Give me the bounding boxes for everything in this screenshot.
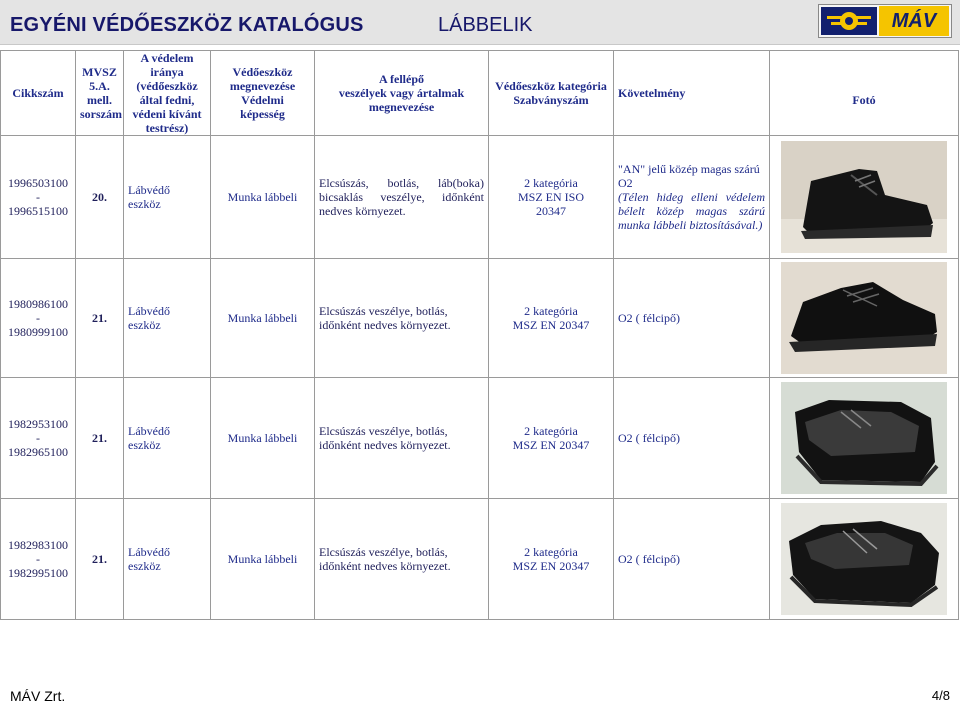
col-megnevezes: Védőeszköz megnevezése Védelmi képesség	[211, 51, 315, 136]
requirement-cell: O2 ( félcipő)	[614, 499, 770, 620]
table-row	[1, 378, 959, 499]
cikkszam-cell: 1980986100 - 1980999100	[1, 259, 76, 378]
logo-text: MÁV	[879, 6, 949, 36]
col-foto: Fotó	[770, 51, 959, 136]
table-row	[1, 259, 959, 378]
name-cell: Munka lábbeli	[211, 136, 315, 259]
category-cell: 2 kategória MSZ EN 20347	[489, 378, 614, 499]
direction-cell: Lábvédő eszköz	[124, 499, 211, 620]
page-header	[0, 0, 960, 45]
category-cell: 2 kategória MSZ EN 20347	[489, 259, 614, 378]
table-row	[1, 499, 959, 620]
requirement-cell: "AN" jelű közép magas szárú O2 (Télen hideg elleni védelem bélelt közép magas szárú munka lábbeli biztosításával.)	[614, 136, 770, 259]
hazard-cell: Elcsúszás, botlás, láb(boka) bicsaklás veszélye, időnként nedves környezet.	[315, 136, 489, 259]
table-row	[1, 136, 959, 259]
sorszam-cell: 21.	[76, 499, 124, 620]
direction-cell: Lábvédő eszköz	[124, 136, 211, 259]
name-cell: Munka lábbeli	[211, 259, 315, 378]
name-cell: Munka lábbeli	[211, 378, 315, 499]
sorszam-cell: 21.	[76, 259, 124, 378]
section-title: LÁBBELIK	[438, 14, 533, 36]
hazard-cell: Elcsúszás veszélye, botlás, időnként nedves környezet.	[315, 378, 489, 499]
requirement-cell: O2 ( félcipő)	[614, 378, 770, 499]
shoe-photo	[781, 262, 947, 374]
hazard-cell: Elcsúszás veszélye, botlás, időnként nedves környezet.	[315, 499, 489, 620]
category-cell: 2 kategória MSZ EN ISO 20347	[489, 136, 614, 259]
catalog-title: EGYÉNI VÉDŐESZKÖZ KATALÓGUS	[10, 14, 364, 36]
category-cell: 2 kategória MSZ EN 20347	[489, 499, 614, 620]
photo-cell	[770, 378, 959, 499]
col-vedelem-iranya: A védelem iránya (védőeszköz által fedni, védeni kívánt testrész)	[124, 51, 211, 136]
col-kategoria: Védőeszköz kategória Szabványszám	[489, 51, 614, 136]
sorszam-cell: 21.	[76, 378, 124, 499]
cikkszam-cell: 1982983100 - 1982995100	[1, 499, 76, 620]
boot-photo	[781, 141, 947, 253]
cikkszam-cell: 1996503100 - 1996515100	[1, 136, 76, 259]
col-cikkszam: Cikkszám	[1, 51, 76, 136]
catalog-table	[0, 50, 959, 620]
shoe-photo	[781, 503, 947, 615]
direction-cell: Lábvédő eszköz	[124, 259, 211, 378]
requirement-cell: O2 ( félcipő)	[614, 259, 770, 378]
direction-cell: Lábvédő eszköz	[124, 378, 211, 499]
col-veszelyek: A fellépő veszélyek vagy ártalmak megnevezése	[315, 51, 489, 136]
col-kovetelmeny: Követelmény	[614, 51, 770, 136]
cikkszam-cell: 1982953100 - 1982965100	[1, 378, 76, 499]
hazard-cell: Elcsúszás veszélye, botlás, időnként nedves környezet.	[315, 259, 489, 378]
header-row	[1, 51, 959, 136]
col-mvsz: MVSZ 5.A. mell. sorszám	[76, 51, 124, 136]
photo-cell	[770, 499, 959, 620]
shoe-photo	[781, 382, 947, 494]
sorszam-cell: 20.	[76, 136, 124, 259]
photo-cell	[770, 259, 959, 378]
mav-wings-icon	[821, 7, 877, 35]
mav-logo	[818, 4, 952, 38]
name-cell: Munka lábbeli	[211, 499, 315, 620]
footer-company: MÁV Zrt.	[10, 688, 66, 704]
photo-cell	[770, 136, 959, 259]
page-number: 4/8	[931, 688, 950, 703]
